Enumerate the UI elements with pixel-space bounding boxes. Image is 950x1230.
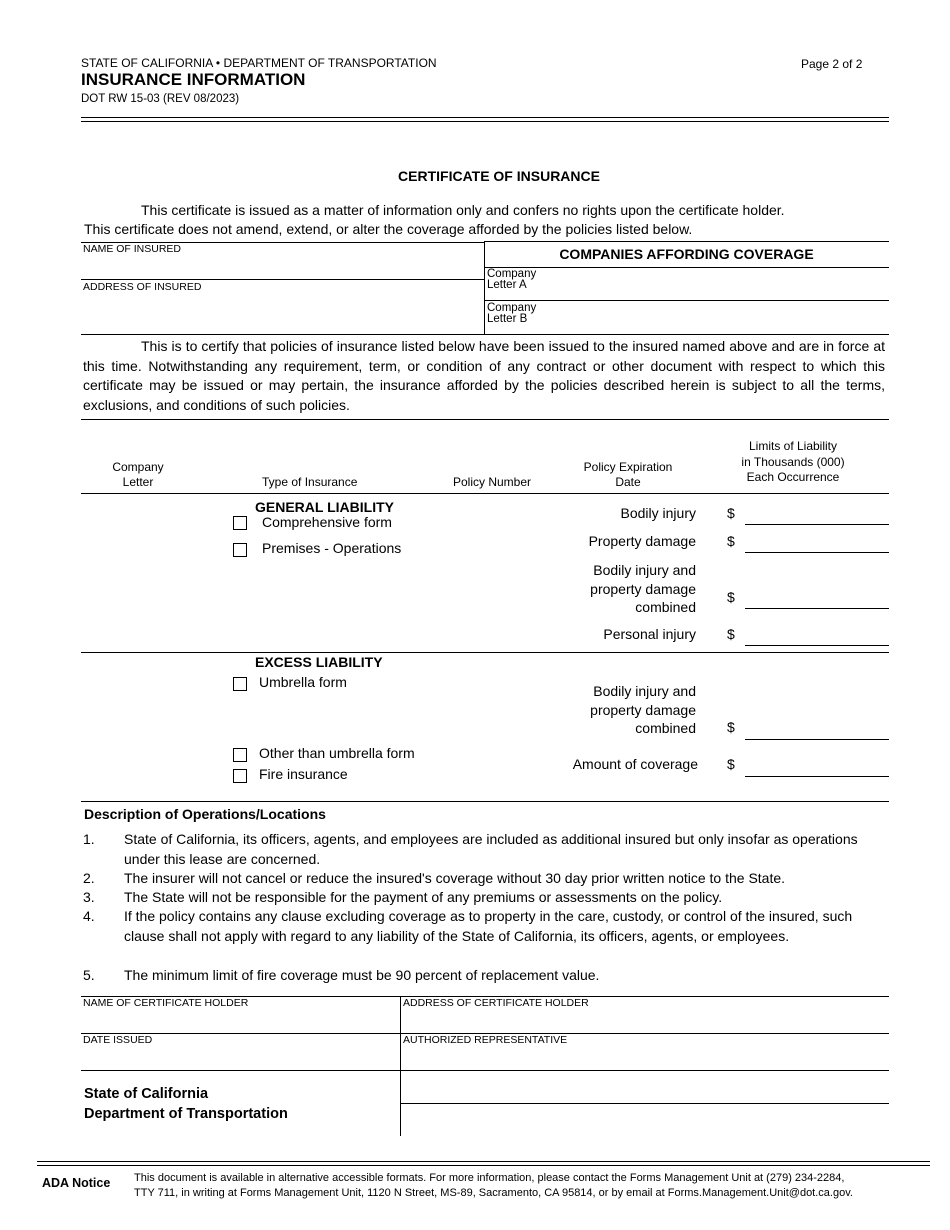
- fire-insurance-label: Fire insurance: [259, 766, 348, 782]
- el-combined-field[interactable]: [745, 739, 889, 740]
- col-limits-of-liability: [723, 439, 863, 486]
- col-type-of-insurance: Type of Insurance: [262, 475, 358, 489]
- gl-property-damage-field[interactable]: [745, 552, 889, 553]
- el-combined-line3: combined: [635, 720, 696, 736]
- date-issued-field[interactable]: [90, 1048, 390, 1066]
- table-header-rule: [81, 493, 889, 494]
- description-heading: Description of Operations/Locations: [84, 806, 326, 822]
- fire-insurance-checkbox[interactable]: [233, 769, 247, 783]
- certify-bottom-rule: [81, 419, 889, 420]
- comprehensive-form-label: Comprehensive form: [262, 514, 392, 530]
- certify-paragraph: This is to certify that policies of insurance listed below have been issued to the insured named above and are in force at this time. Notwithstanding any requirement, term, or condition of any contract or other document with respect to which this certificate may be issued or may pertain, the insurance afforded by the policies described herein is subject to all the terms, exclusions, and conditions of such policies.: [83, 338, 885, 413]
- description-item-2-num: 2.: [83, 870, 95, 886]
- col-company-letter-line2: Letter: [122, 475, 154, 489]
- description-item-1-num: 1.: [83, 831, 95, 847]
- description-item-1: State of California, its officers, agents, and employees are included as additional insured but only insofar as operations under this lease are concerned.: [124, 831, 858, 867]
- form-title: INSURANCE INFORMATION: [81, 70, 306, 89]
- company-a-label-line2: Letter A: [487, 279, 527, 291]
- gl-bodily-injury-label: Bodily injury: [620, 505, 696, 521]
- ada-notice-line2: TTY 711, in writing at Forms Management Unit, 1120 N Street, MS-89, Sacramento, CA 95814, or by email at Forms.Management.Unit@dot.ca.gov.: [134, 1187, 853, 1199]
- company-b-label-line1: Company: [487, 302, 537, 314]
- gl-bodily-injury-field[interactable]: [745, 524, 889, 525]
- signature-field[interactable]: [410, 1075, 880, 1099]
- companies-top-rule: [484, 241, 889, 242]
- state-line: State of California: [84, 1086, 209, 1102]
- certificate-heading: CERTIFICATE OF INSURANCE: [398, 168, 600, 184]
- description-item-3-num: 3.: [83, 889, 95, 905]
- description-item-4-num: 4.: [83, 908, 95, 924]
- company-a-label-line1: Company: [487, 268, 537, 280]
- gl-property-damage-dollar: $: [727, 533, 735, 549]
- certificate-holder-address-label: ADDRESS OF CERTIFICATE HOLDER: [403, 997, 589, 1009]
- company-b-label: [487, 303, 536, 325]
- gl-bodily-injury-dollar: $: [727, 505, 735, 521]
- col-limits-line1: Limits of Liability: [748, 439, 838, 453]
- gl-combined-line3: combined: [635, 599, 696, 615]
- col-policy-expiration: [568, 460, 688, 490]
- ada-notice-line1: This document is available in alternative accessible formats. For more information, please contact the Forms Management Unit at (279) 234-2284,: [134, 1172, 845, 1184]
- amount-of-coverage-label: Amount of coverage: [572, 756, 698, 772]
- holder-divider: [400, 996, 401, 1136]
- form-id: DOT RW 15-03 (REV 08/2023): [81, 93, 240, 105]
- amount-of-coverage-dollar: $: [727, 756, 735, 772]
- page-number: Page 2 of 2: [801, 57, 863, 71]
- certificate-holder-name-field[interactable]: [90, 1011, 390, 1029]
- premises-operations-label: Premises - Operations: [262, 540, 402, 556]
- company-b-field[interactable]: [545, 307, 880, 329]
- department-line: Department of Transportation: [84, 1106, 288, 1122]
- el-combined-dollar: $: [727, 719, 735, 735]
- umbrella-form-label: Umbrella form: [259, 674, 347, 690]
- company-b-label-line2: Letter B: [487, 313, 528, 325]
- col-limits-line3: Each Occurrence: [746, 470, 840, 484]
- umbrella-form-checkbox[interactable]: [233, 677, 247, 691]
- excess-liability-heading: EXCESS LIABILITY: [255, 654, 383, 670]
- name-of-insured-label: NAME OF INSURED: [83, 243, 182, 255]
- description-item-4: If the policy contains any clause excluding coverage as to property in the care, custody, or control of the insured, such clause shall not apply with regard to any liability of the State of California, its officers, agents, or employees.: [124, 908, 853, 944]
- premises-operations-checkbox[interactable]: [233, 543, 247, 557]
- holder-signature-rule: [400, 1103, 889, 1104]
- company-a-label: [487, 269, 536, 291]
- companies-heading: COMPANIES AFFORDING COVERAGE: [559, 246, 814, 262]
- companies-heading-rule: [484, 267, 889, 268]
- el-combined-label: [540, 682, 696, 738]
- col-company-letter: [98, 460, 178, 490]
- general-liability-heading: GENERAL LIABILITY: [255, 499, 394, 515]
- gl-personal-injury-field[interactable]: [745, 645, 889, 646]
- gl-personal-injury-dollar: $: [727, 626, 735, 642]
- gl-combined-line2: property damage: [590, 580, 696, 597]
- ada-notice-text: [134, 1171, 853, 1201]
- col-policy-expiration-line1: Policy Expiration: [583, 460, 673, 474]
- ada-rule-top: [37, 1161, 930, 1162]
- state-department-block: [84, 1084, 288, 1124]
- description-item-2: The insurer will not cancel or reduce the insured's coverage without 30 day prior written notice to the State.: [124, 870, 786, 886]
- date-issued-label: DATE ISSUED: [83, 1034, 153, 1046]
- gl-personal-injury-label: Personal injury: [603, 626, 696, 642]
- el-combined-line1: Bodily injury and: [593, 683, 696, 699]
- ada-rule-bottom: [37, 1165, 930, 1166]
- insured-name-rule: [81, 279, 485, 280]
- certificate-holder-address-field[interactable]: [410, 1011, 880, 1029]
- el-combined-line2: property damage: [590, 701, 696, 718]
- authorized-representative-label: AUTHORIZED REPRESENTATIVE: [403, 1034, 568, 1046]
- gl-combined-label: [540, 561, 696, 617]
- col-policy-number: Policy Number: [453, 475, 532, 489]
- excess-liability-bottom-rule: [81, 801, 889, 802]
- intro-line-2: This certificate does not amend, extend, or alter the coverage afforded by the policies listed below.: [84, 221, 693, 237]
- col-company-letter-line1: Company: [112, 460, 164, 474]
- company-a-field[interactable]: [545, 274, 880, 296]
- other-than-umbrella-checkbox[interactable]: [233, 748, 247, 762]
- company-a-rule: [484, 300, 889, 301]
- description-item-5-num: 5.: [83, 967, 95, 983]
- address-of-insured-field[interactable]: [90, 296, 470, 330]
- header-rule-top: [81, 117, 889, 118]
- holder-lower-rule: [81, 1070, 889, 1071]
- insured-bottom-rule: [81, 334, 889, 335]
- comprehensive-form-checkbox[interactable]: [233, 516, 247, 530]
- gl-combined-line1: Bodily injury and: [593, 562, 696, 578]
- description-item-3: The State will not be responsible for the payment of any premiums or assessments on the policy.: [124, 889, 723, 905]
- intro-line-1: This certificate is issued as a matter of information only and confers no rights upon the certificate holder.: [141, 202, 785, 218]
- col-policy-expiration-line2: Date: [615, 475, 641, 489]
- address-of-insured-label: ADDRESS OF INSURED: [83, 281, 202, 293]
- header-rule-bottom: [81, 121, 889, 122]
- col-limits-line2: in Thousands (000): [741, 454, 845, 469]
- description-item-5: The minimum limit of fire coverage must be 90 percent of replacement value.: [124, 967, 600, 983]
- name-of-insured-field[interactable]: [90, 257, 470, 275]
- other-than-umbrella-label: Other than umbrella form: [259, 745, 415, 761]
- authorized-representative-field[interactable]: [410, 1048, 880, 1066]
- gl-combined-dollar: $: [727, 589, 735, 605]
- gl-combined-field[interactable]: [745, 608, 889, 609]
- general-liability-bottom-rule: [81, 652, 889, 653]
- agency-line: STATE OF CALIFORNIA • DEPARTMENT OF TRANSPORTATION: [81, 56, 437, 70]
- gl-property-damage-label: Property damage: [588, 533, 696, 549]
- certificate-holder-name-label: NAME OF CERTIFICATE HOLDER: [83, 997, 249, 1009]
- amount-of-coverage-field[interactable]: [745, 776, 889, 777]
- ada-notice-label: ADA Notice: [42, 1176, 111, 1190]
